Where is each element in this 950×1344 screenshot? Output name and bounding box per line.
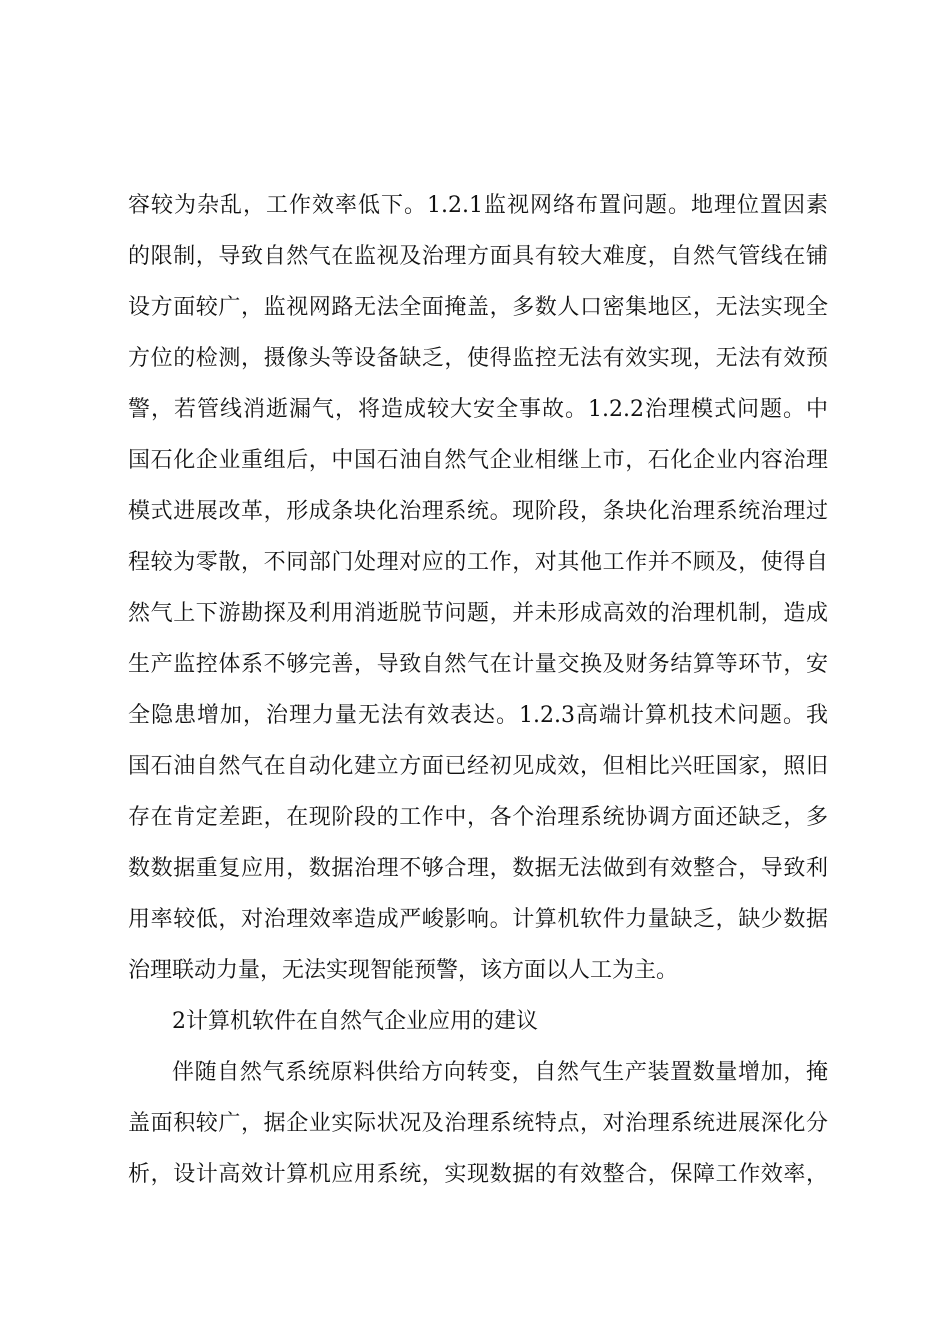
- body-line: 伴随自然气系统原料供给方向转变，自然气生产装置数量增加，掩: [172, 1060, 828, 1085]
- section-heading: 2计算机软件在自然气企业应用的建议: [172, 1009, 538, 1034]
- body-line: 生产监控体系不够完善，导致自然气在计量交换及财务结算等环节，安: [128, 652, 828, 677]
- body-line: 全隐患增加，治理力量无法有效表达。1.2.3高端计算机技术问题。我: [128, 703, 828, 728]
- body-line: 警，若管线消逝漏气，将造成较大安全事故。1.2.2治理模式问题。中: [128, 397, 828, 422]
- body-line: 数数据重复应用，数据治理不够合理，数据无法做到有效整合，导致利: [128, 856, 828, 881]
- body-line: 存在肯定差距，在现阶段的工作中，各个治理系统协调方面还缺乏，多: [128, 805, 828, 830]
- body-line: 国石化企业重组后，中国石油自然气企业相继上市，石化企业内容治理: [128, 448, 828, 473]
- body-line: 设方面较广，监视网路无法全面掩盖，多数人口密集地区，无法实现全: [128, 295, 828, 320]
- body-line: 模式进展改革，形成条块化治理系统。现阶段，条块化治理系统治理过: [128, 499, 828, 524]
- body-line: 方位的检测，摄像头等设备缺乏，使得监控无法有效实现，无法有效预: [128, 346, 828, 371]
- body-line: 国石油自然气在自动化建立方面已经初见成效，但相比兴旺国家，照旧: [128, 754, 828, 779]
- body-line: 的限制，导致自然气在监视及治理方面具有较大难度，自然气管线在铺: [128, 244, 828, 269]
- body-line: 治理联动力量，无法实现智能预警，该方面以人工为主。: [128, 958, 679, 983]
- body-line: 程较为零散，不同部门处理对应的工作，对其他工作并不顾及，使得自: [128, 550, 828, 575]
- body-line: 用率较低，对治理效率造成严峻影响。计算机软件力量缺乏，缺少数据: [128, 907, 828, 932]
- body-line: 容较为杂乱，工作效率低下。1.2.1监视网络布置问题。地理位置因素: [128, 193, 828, 218]
- body-line: 盖面积较广，据企业实际状况及治理系统特点，对治理系统进展深化分: [128, 1111, 828, 1136]
- body-line: 然气上下游勘探及利用消逝脱节问题，并未形成高效的治理机制，造成: [128, 601, 828, 626]
- body-line: 析，设计高效计算机应用系统，实现数据的有效整合，保障工作效率，: [128, 1162, 828, 1187]
